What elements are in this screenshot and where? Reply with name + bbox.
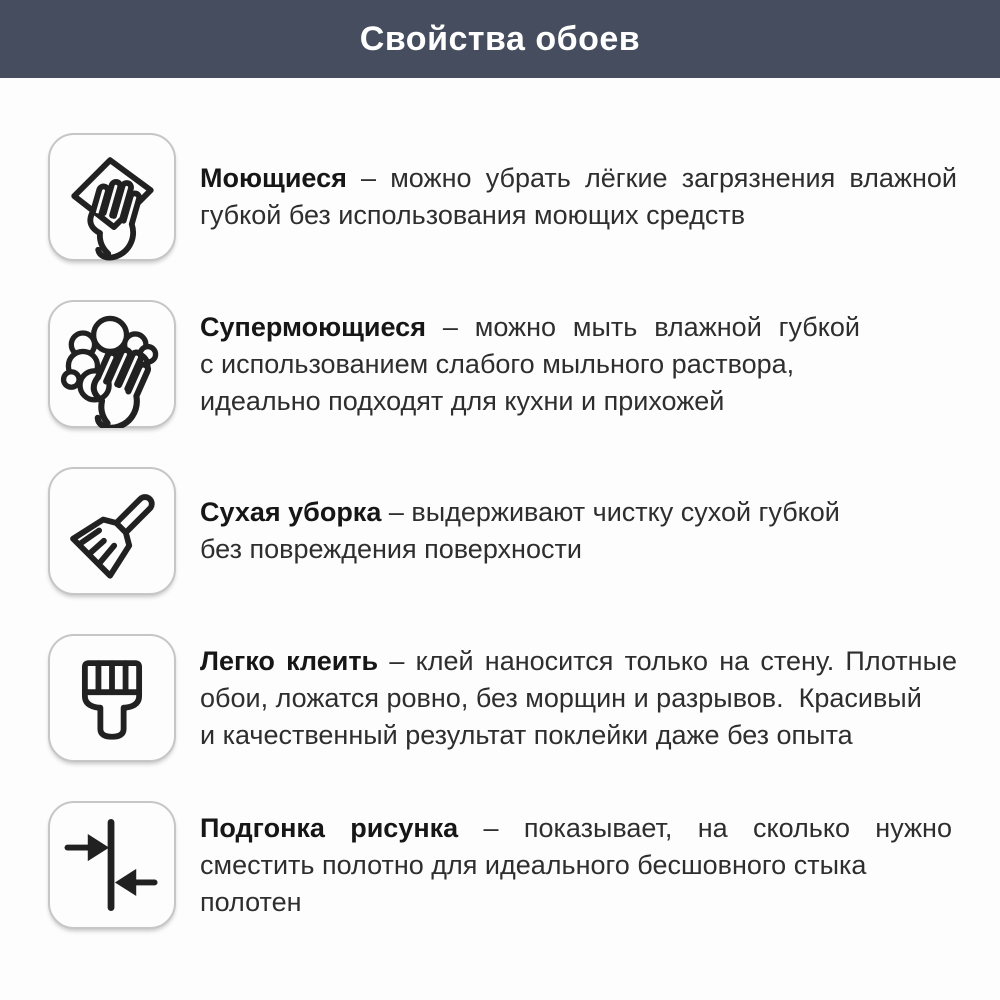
item-text xyxy=(200,309,960,420)
item-description: – можно убрать лёгкие загрязнения влажной xyxy=(346,163,957,193)
list-item-super-washable xyxy=(48,300,960,428)
paintbrush-icon xyxy=(50,634,174,762)
icon-box xyxy=(48,300,176,428)
pattern-offset-icon xyxy=(50,801,174,929)
header-bar xyxy=(0,0,1000,78)
text-line: губкой без использования моющих средств xyxy=(200,200,746,230)
item-text xyxy=(200,160,960,234)
item-title: Подгонка рисунка xyxy=(200,812,459,843)
text-line xyxy=(200,643,957,680)
item-description: – показывает, на сколько нужно xyxy=(458,812,952,843)
icon-box xyxy=(48,467,176,595)
text-line: без повреждения поверхности xyxy=(200,534,582,564)
item-text xyxy=(200,810,960,921)
properties-list xyxy=(0,78,1000,929)
list-item-washable xyxy=(48,133,960,261)
text-line: обои, ложатся ровно, без морщин и разрывов. Красивый xyxy=(200,682,922,713)
item-title: Моющиеся xyxy=(200,163,347,193)
text-line xyxy=(200,160,957,197)
item-description: – выдерживают чистку сухой губкой xyxy=(381,497,840,527)
text-line xyxy=(200,494,960,531)
text-line: сместить полотно для идеального бесшовного стыка полотен xyxy=(200,849,867,917)
wiping-hand-icon xyxy=(50,133,174,261)
list-item-pattern-match xyxy=(48,801,960,929)
icon-box xyxy=(48,133,176,261)
soapy-hand-icon xyxy=(50,300,174,428)
list-item-dry-cleaning xyxy=(48,467,960,595)
item-title: Сухая уборка xyxy=(200,497,382,527)
item-description: – клей наносится только на стену. Плотные xyxy=(378,645,958,676)
text-line xyxy=(200,309,860,346)
item-title: Супермоющиеся xyxy=(200,311,426,342)
item-text xyxy=(200,643,960,754)
text-line: идеально подходят для кухни и прихожей xyxy=(200,385,725,416)
page-title: Свойства обоев xyxy=(359,19,641,58)
text-line xyxy=(200,810,952,847)
icon-box xyxy=(48,634,176,762)
item-description: – можно мыть влажной губкой xyxy=(425,311,860,342)
item-text xyxy=(200,494,960,568)
item-title: Легко клеить xyxy=(200,645,379,676)
icon-box xyxy=(48,801,176,929)
text-line: с использованием слабого мыльного раствора, xyxy=(200,348,795,379)
text-line: и качественный результат поклейки даже без опыта xyxy=(200,719,853,750)
dry-brush-icon xyxy=(50,467,174,595)
list-item-easy-gluing xyxy=(48,634,960,762)
